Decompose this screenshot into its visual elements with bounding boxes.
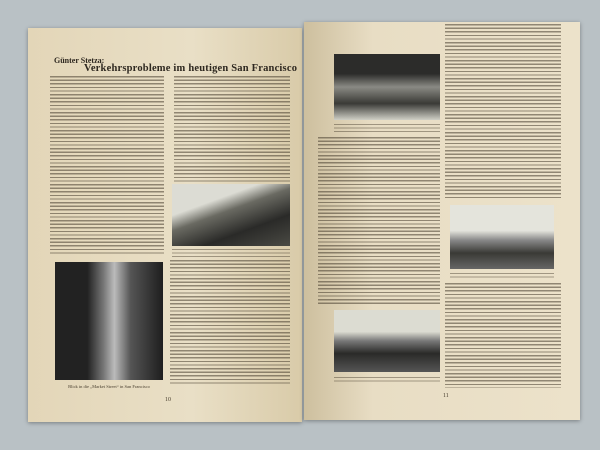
page-number: 11	[443, 393, 449, 399]
photo-bus-terminal	[334, 54, 440, 120]
photo-electric-train	[450, 205, 554, 269]
author: Günter Stetza:	[54, 56, 105, 65]
photo-market-street	[55, 262, 163, 380]
photo-caption: Blick in die „Market Street“ in San Francisco	[68, 384, 150, 389]
text-column	[445, 283, 561, 388]
photo-caption	[334, 377, 440, 383]
text-column	[445, 24, 561, 200]
photo-railcar	[334, 310, 440, 372]
article-title: Verkehrsprobleme im heutigen San Francisco	[84, 63, 298, 74]
photo-cable-car-street	[172, 184, 290, 246]
text-column	[50, 76, 164, 256]
page-number: 10	[165, 397, 171, 403]
photo-caption	[172, 249, 290, 257]
photo-caption	[450, 273, 554, 279]
text-column	[174, 76, 290, 182]
text-column	[170, 260, 290, 386]
text-column	[318, 137, 440, 305]
photo-caption	[334, 124, 440, 132]
